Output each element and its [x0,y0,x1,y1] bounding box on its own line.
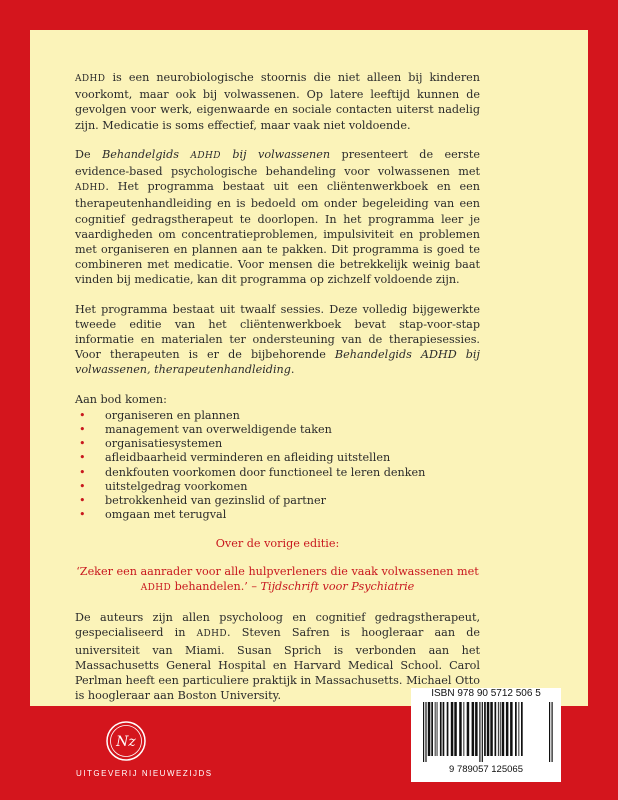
publisher-name: UITGEVERIJ NIEUWEZIJDS [76,769,213,778]
barcode-bar [425,702,426,762]
barcode-bar [495,702,497,756]
barcode-bar [428,702,431,756]
bullet-icon: • [79,508,86,522]
barcode-bar [440,702,442,756]
barcode-bar [500,702,501,756]
bullet-icon: • [79,423,86,437]
publisher-logo-icon [105,720,147,762]
topic-item [75,466,480,480]
bullet-icon: • [79,437,86,451]
barcode-bar [451,702,454,756]
barcode-number: 9 789057 125065 [449,764,523,775]
topic-list [75,409,480,523]
barcode-bar [498,702,499,756]
topic-item [75,451,480,465]
barcode-bar [484,702,486,756]
barcode-bar [454,702,457,756]
topic-text: organiseren en plannen [105,408,240,422]
back-cover-text [75,70,480,717]
topic-text: organisatiesystemen [105,437,223,451]
topic-text: omgaan met terugval [105,508,227,522]
topic-text: management van overweldigende taken [105,423,332,437]
barcode-bar [521,702,523,756]
topic-item [75,437,480,451]
barcode-bar [482,702,483,762]
barcode-bar [459,702,462,756]
topic-text: denkfouten voorkomen door functioneel te leren denken [105,465,426,479]
barcode-bar [467,702,470,756]
barcode-bar [510,702,512,756]
barcode-bar [443,702,445,756]
barcode-bar [437,702,438,756]
isbn-barcode [411,688,561,782]
barcode-bar [549,702,550,762]
barcode-bar [506,702,509,756]
barcode-bar [515,702,517,756]
topic-text: uitstelgedrag voorkomen [105,479,248,493]
sessions-paragraph: Het programma bestaat uit twaalf sessies. Deze volledig bijgewerkte tweede editie van het cliëntenwerkboek bevat stap-voor-stap informatie en materialen ter ondersteuning van de therapiesessies. Voor therapeuten is er de bijbehorende Behandelgids ADHD bij volwassenen, therapeutenhandleiding. [75,302,480,377]
barcode-bar [479,702,480,762]
topic-text: afleidbaarheid verminderen en afleiding uitstellen [105,451,391,465]
barcode-bar [423,702,424,762]
topics-intro: Aan bod komen: [75,392,167,406]
intro-paragraph: ADHD is een neurobiologische stoornis die niet alleen bij kinderen voorkomt, maar ook bij volwassenen. Op latere leeftijd kunnen de gevolgen voor werk, eigenwaarde en sociale contacten uiterst nadelig zijn. Medicatie is soms effectief, maar vaak niet voldoende. [75,71,480,132]
barcode-bar [552,702,553,762]
bullet-icon: • [79,408,86,422]
barcode-bar [447,702,449,756]
barcode-bar [475,702,478,756]
topic-item [75,480,480,494]
barcode-bar [487,702,490,756]
program-paragraph: De Behandelgids ADHD bij volwassenen presenteert de eerste evidence-based psychologische behandeling voor volwassenen met ADHD. Het programma bestaat uit een cliëntenwerkboek en een therapeutenhandleiding en is bedoeld om onder begeleiding van een cognitief gedragstherapeut te doorlopen. In het programma leer je vaardigheden om concentratieproblemen, impulsiviteit en problemen met organiseren en plannen aan te pakken. Dit programma is goed te combineren met medicatie. Voor mensen die betrekkelijk weinig baat vinden bij medicatie, kan dit programma op zichzelf voldoende zijn. [75,147,480,287]
review-heading: Over de vorige editie: [215,537,340,551]
topic-item [75,494,480,508]
barcode-bars [421,702,553,762]
bullet-icon: • [79,479,86,493]
acronym: ADHD [75,74,106,84]
topic-item [75,409,480,423]
topic-item [75,508,480,522]
bullet-icon: • [79,494,86,508]
isbn-label: ISBN 978 90 5712 506 5 [431,688,541,699]
barcode-bar [463,702,464,756]
topic-item [75,423,480,437]
logo-text: Nz [116,734,136,750]
bullet-icon: • [79,451,86,465]
barcode-bar [490,702,493,756]
barcode-bar [472,702,475,756]
topic-text: betrokkenheid van gezinslid of partner [105,494,326,508]
barcode-bar [502,702,505,756]
authors-paragraph: De auteurs zijn allen psycholoog en cognitief gedragstherapeut, gespecialiseerd in ADHD. Steven Safren is hoogleraar aan de universiteit van Miami. Susan Sprich is verbonden aan het Massachusetts General Hospital en Harvard Medical School. Carol Perlman heeft een particuliere praktijk in Massachusetts. Michael Otto is hoogleraar aan Boston University. [75,611,480,703]
barcode-bar [518,702,519,756]
review-quote: ‘Zeker een aanrader voor alle hulpverleners die vaak volwassenen met ADHD behandelen.’ – Tijdschrift voor Psychiatrie [76,564,479,593]
barcode-bar [431,702,433,756]
bullet-icon: • [79,465,86,479]
barcode-bar [435,702,436,756]
